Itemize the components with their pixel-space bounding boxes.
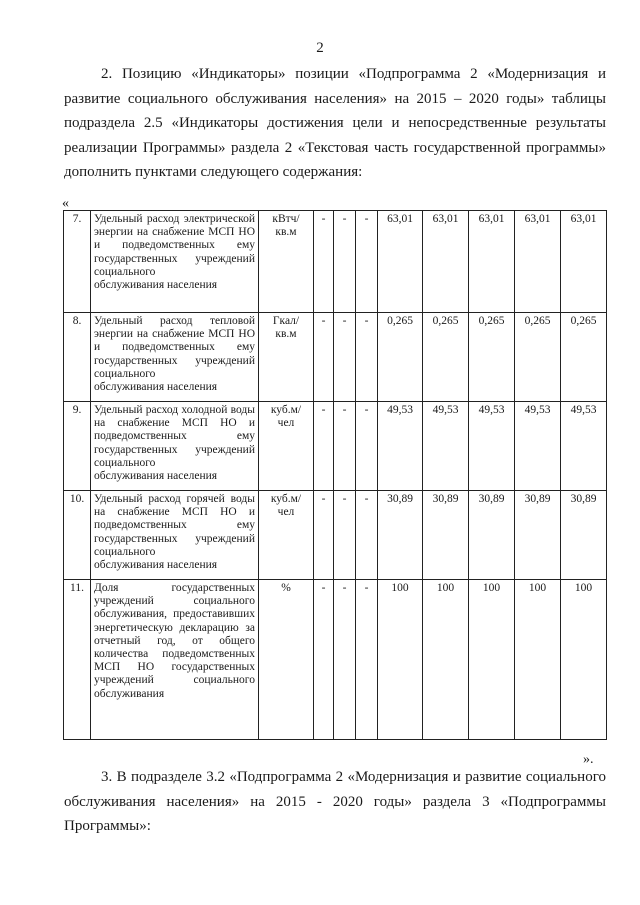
indicator-value: 30,89 — [515, 491, 561, 580]
indicator-value: 0,265 — [469, 313, 515, 402]
unit-of-measure: куб.м/ чел — [259, 491, 314, 580]
table-row — [64, 211, 607, 313]
indicator-value: 63,01 — [423, 211, 469, 313]
indicator-name-last-line: обслуживания населения — [94, 381, 218, 394]
indicator-value: 100 — [469, 580, 515, 740]
indicator-value: 100 — [515, 580, 561, 740]
indicators-table — [63, 210, 607, 740]
page-number: 2 — [316, 40, 324, 56]
indicator-value: 63,01 — [378, 211, 423, 313]
empty-year-cell: - — [314, 580, 334, 740]
indicator-value: 30,89 — [423, 491, 469, 580]
indicator-value: 100 — [378, 580, 423, 740]
empty-year-cell: - — [314, 491, 334, 580]
empty-year-cell: - — [356, 211, 378, 313]
empty-year-cell: - — [356, 580, 378, 740]
indicator-name — [91, 580, 259, 740]
indicator-value: 0,265 — [378, 313, 423, 402]
indicator-name-text: Удельный расход тепловой энергии на снабжение МСП НО и подведомственных ему государственных учреждений социального — [94, 315, 255, 380]
indicator-name-text: Удельный расход электрической энергии на снабжение МСП НО и подведомственных ему государственных учреждений социального — [94, 213, 255, 278]
paragraph-1: 2. Позицию «Индикаторы» позиции «Подпрограмма 2 «Модернизация и развитие социального обслуживания населения» на 2015 – 2020 годы» таблицы подраздела 2.5 «Индикаторы достижения цели и непосредственные результаты реализации Программы» раздела 2 «Текстовая часть государственной программы» дополнить пунктами следующего содержания: — [64, 66, 606, 180]
indicator-name — [91, 313, 259, 402]
empty-year-cell: - — [314, 211, 334, 313]
empty-year-cell: - — [334, 491, 356, 580]
indicator-value: 30,89 — [378, 491, 423, 580]
indicator-name-last-line: обслуживания населения — [94, 279, 218, 292]
row-number: 8. — [64, 313, 91, 402]
indicator-value: 0,265 — [561, 313, 607, 402]
table-row — [64, 491, 607, 580]
unit-of-measure: Гкал/ кв.м — [259, 313, 314, 402]
opening-quote: « — [62, 196, 69, 211]
indicator-name-last-line: обслуживания населения — [94, 559, 218, 572]
empty-year-cell: - — [334, 580, 356, 740]
indicator-name-text: Доля государственных учреждений социального обслуживания, предоставивших энергетическую декларацию за отчетный год, от общего количества подведомственных МСП НО государственных учреждений социального — [94, 582, 255, 687]
unit-of-measure: кВтч/ кв.м — [259, 211, 314, 313]
row-number: 7. — [64, 211, 91, 313]
indicator-name-text: Удельный расход горячей воды на снабжение МСП НО и подведомственных ему государственных учреждений социального — [94, 493, 255, 558]
indicator-name-last-line: обслуживания населения — [94, 470, 218, 483]
indicator-value: 63,01 — [469, 211, 515, 313]
empty-year-cell: - — [334, 313, 356, 402]
empty-year-cell: - — [356, 491, 378, 580]
indicator-value: 0,265 — [515, 313, 561, 402]
indicator-name-text: Удельный расход холодной воды на снабжение МСП НО и подведомственных ему государственных учреждений социального — [94, 404, 255, 469]
paragraph-2: 3. В подразделе 3.2 «Подпрограмма 2 «Модернизация и развитие социального обслуживания населения» на 2015 - 2020 годы» раздела 3 «Подпрограммы Программы»: — [64, 769, 606, 834]
empty-year-cell: - — [356, 313, 378, 402]
indicator-value: 63,01 — [561, 211, 607, 313]
indicator-name-last-line: обслуживания — [94, 687, 165, 700]
empty-year-cell: - — [314, 402, 334, 491]
table-row — [64, 580, 607, 740]
row-number: 11. — [64, 580, 91, 740]
unit-of-measure: куб.м/ чел — [259, 402, 314, 491]
indicator-name — [91, 211, 259, 313]
indicator-value: 0,265 — [423, 313, 469, 402]
indicator-value: 30,89 — [561, 491, 607, 580]
empty-year-cell: - — [314, 313, 334, 402]
indicator-name — [91, 491, 259, 580]
indicator-value: 49,53 — [561, 402, 607, 491]
indicator-value: 49,53 — [515, 402, 561, 491]
empty-year-cell: - — [334, 211, 356, 313]
table-row — [64, 402, 607, 491]
indicator-name — [91, 402, 259, 491]
row-number: 10. — [64, 491, 91, 580]
indicator-value: 100 — [561, 580, 607, 740]
unit-of-measure: % — [259, 580, 314, 740]
row-number: 9. — [64, 402, 91, 491]
indicator-value: 49,53 — [378, 402, 423, 491]
empty-year-cell: - — [356, 402, 378, 491]
closing-quote: ». — [583, 752, 594, 767]
indicator-value: 100 — [423, 580, 469, 740]
indicator-value: 49,53 — [469, 402, 515, 491]
empty-year-cell: - — [334, 402, 356, 491]
indicator-value: 30,89 — [469, 491, 515, 580]
table-body — [64, 211, 607, 740]
table-row — [64, 313, 607, 402]
indicator-value: 49,53 — [423, 402, 469, 491]
indicator-value: 63,01 — [515, 211, 561, 313]
